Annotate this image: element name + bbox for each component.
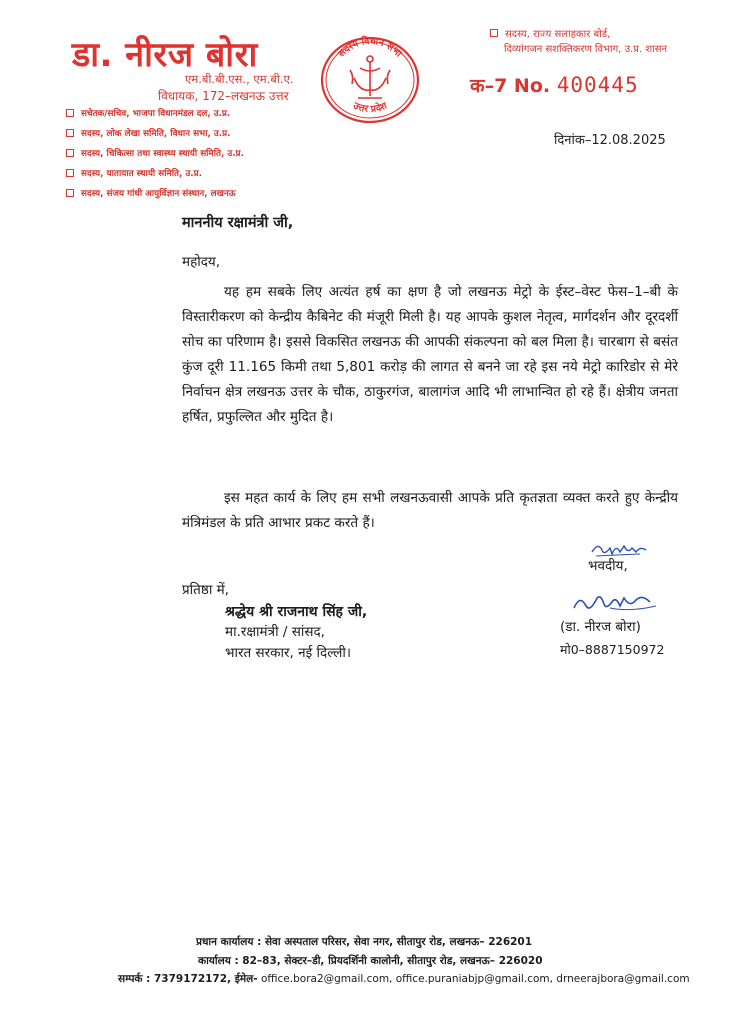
sender-mobile: मो0–8887150972 [560, 642, 665, 657]
checkbox-bullet-icon [66, 169, 74, 177]
body-paragraph: यह हम सबके लिए अत्यंत हर्ष का क्षण है जो लखनऊ मेट्रो के ईस्ट–वेस्ट फेस–1–बी के विस्तारीकरण को केन्द्रीय कैबिनेट की मंजूरी मिली है। यह आपके कुशल नेतृत्व, मार्गदर्शन और दूरदर्शी सोच का परिणाम है। इससे विकसित लखनऊ की आपकी संकल्पना को बल मिला है। चारबाग से बसंत कुंज दूरी 11.165 किमी तथा 5,801 करोड़ की लागत से बनने जा रहे इस नये मेट्रो कारिडोर से मेरे निर्वाचन क्षेत्र लखनऊ उत्तर के चौक, ठाकुरगंज, बालागंज आदि भी लाभान्वित हो रहे हैं। क्षेत्रीय जनता हर्षित, प्रफुल्लित और मुदित है। [182, 284, 678, 425]
closing: भवदीय, [588, 558, 628, 574]
right-roles: सदस्य, राज्य सलाहकार बोर्ड, दिव्यांगजन सशक्तिकरण विभाग, उ.प्र. शासन [490, 27, 667, 57]
letter-date: दिनांक–12.08.2025 [554, 133, 666, 148]
recipient-label: प्रतिष्ठा में, [182, 582, 229, 598]
assembly-seal-icon [310, 34, 430, 124]
checkbox-bullet-icon [66, 189, 74, 197]
checkbox-bullet-icon [490, 29, 498, 37]
role-item: सदस्य, लोक लेखा समिति, विधान सभा, उ.प्र. [66, 124, 244, 144]
sender-name: (डा. नीरज बोरा) [560, 619, 641, 635]
checkbox-bullet-icon [66, 149, 74, 157]
signature-icon [570, 588, 660, 616]
recipient-name: श्रद्धेय श्री राजनाथ सिंह जी, [225, 604, 368, 620]
role-item: सदस्य, चिकित्सा तथा स्वास्थ्य स्थायी समिति, उ.प्र. [66, 144, 244, 164]
seal-bottom-text: उत्तर प्रदेश [351, 100, 389, 115]
recipient-government: भारत सरकार, नई दिल्ली। [225, 645, 352, 661]
role-item: सदस्य, संजय गांधी आयुर्विज्ञान संस्थान, लखनऊ [66, 184, 244, 204]
checkbox-bullet-icon [66, 109, 74, 117]
role-item: सचेतक/सचिव, भाजपा विधानमंडल दल, उ.प्र. [66, 104, 244, 124]
recipient-title: मा.रक्षामंत्री / सांसद, [225, 624, 325, 640]
footer-head-office: प्रधान कार्यालय : सेवा अस्पताल परिसर, सेवा नगर, सीतापुर रोड, लखनऊ– 226201 [196, 936, 533, 948]
seal-top-text: सदस्य विधान सभा [336, 35, 404, 60]
footer-office: कार्यालय : 82–83, सेक्टर–डी, प्रियदर्शिनी कालोनी, सीतापुर रोड, लखनऊ– 226020 [198, 955, 543, 967]
footer-emails: office.bora2@gmail.com, office.puraniabjp@gmail.com, drneerajbora@gmail.com [260, 973, 690, 985]
letterhead-mla-title: विधायक, 172–लखनऊ उत्तर [158, 89, 289, 103]
letterhead-degree: एम.बी.बी.एस., एम.बी.ए. [185, 72, 294, 86]
letterhead-name: डा. नीरज बोरा [72, 35, 258, 75]
salutation: माननीय रक्षामंत्री जी, [182, 215, 294, 231]
greeting: महोदय, [182, 254, 221, 270]
reference-number: क–7 No. 400445 [470, 73, 639, 97]
footer-contact: सम्पर्क : 7379172172, ईमेल- office.bora2@gmail.com, office.puraniabjp@gmail.com, drneerajbora@gmail.com [118, 973, 690, 985]
checkbox-bullet-icon [66, 129, 74, 137]
body-paragraph: इस महत कार्य के लिए हम सभी लखनऊवासी आपके प्रति कृतज्ञता व्यक्त करते हुए केन्द्रीय मंत्रिमंडल के प्रति आभार प्रकट करते हैं। [182, 490, 678, 531]
role-item: सदस्य, यातायात स्थायी समिति, उ.प्र. [66, 164, 244, 184]
roles-list [66, 104, 244, 204]
